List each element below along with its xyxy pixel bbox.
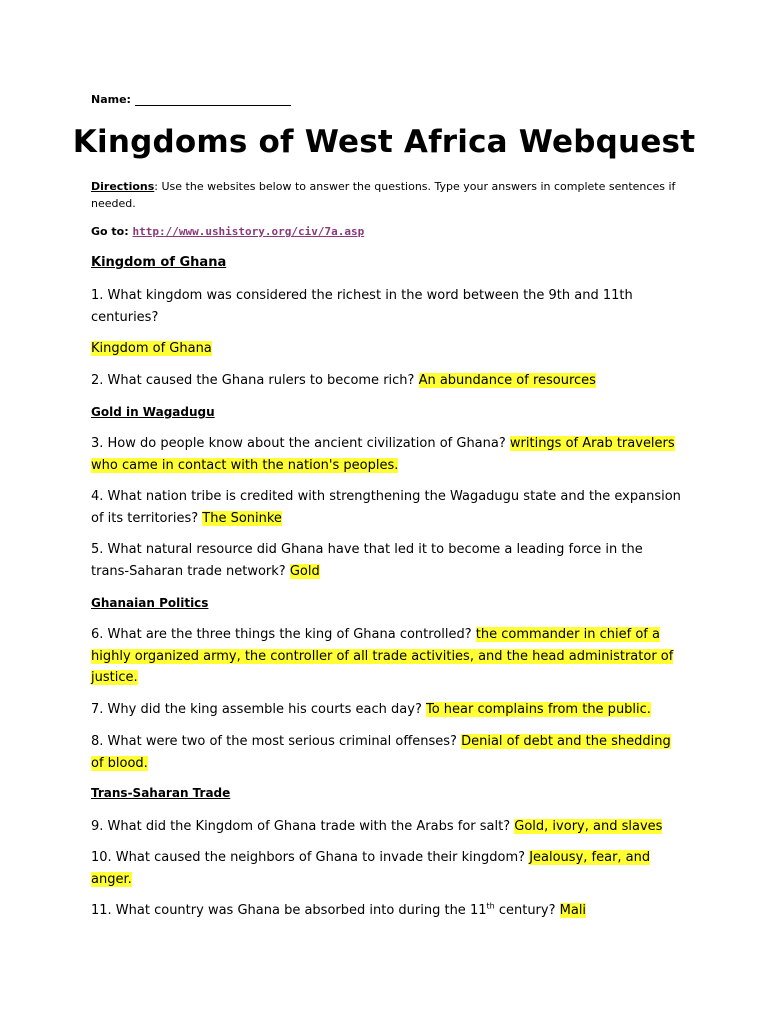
question-4 — [91, 486, 683, 529]
directions-label: Directions — [91, 180, 155, 193]
question-11-text-before: 11. What country was Ghana be absorbed into during the 11 — [91, 903, 487, 918]
question-11 — [91, 900, 683, 922]
question-7-text: 7. Why did the king assemble his courts each day? — [91, 702, 426, 717]
question-3-text: 3. How do people know about the ancient civilization of Ghana? — [91, 436, 510, 451]
question-2-text: 2. What caused the Ghana rulers to become rich? — [91, 373, 419, 388]
question-1 — [91, 285, 683, 328]
answer-7: To hear complains from the public. — [425, 702, 651, 717]
section-heading-gold: Gold in Wagadugu — [91, 405, 215, 419]
answer-3: writings of Arab travelers who came in contact with the nation's peoples. — [91, 436, 675, 473]
question-9-text: 9. What did the Kingdom of Ghana trade with the Arabs for salt? — [91, 819, 515, 834]
question-10 — [91, 847, 683, 890]
question-10-text: 10. What caused the neighbors of Ghana to invade their kingdom? — [91, 850, 530, 865]
section-heading-politics: Ghanaian Politics — [91, 596, 209, 610]
question-4-text: 4. What nation tribe is credited with strengthening the Wagadugu state and the expansion of its territories? — [91, 489, 681, 526]
goto-line — [91, 225, 364, 238]
question-6 — [91, 624, 683, 689]
question-6-text: 6. What are the three things the king of Ghana controlled? — [91, 627, 476, 642]
section-heading-ghana: Kingdom of Ghana — [91, 255, 227, 270]
directions-colon: : — [154, 180, 158, 193]
directions-text: Use the websites below to answer the questions. Type your answers in complete sentences if needed. — [91, 180, 676, 210]
page-title: Kingdoms of West Africa Webquest — [72, 124, 696, 160]
question-11-superscript: th — [486, 901, 495, 911]
answer-9: Gold, ivory, and slaves — [514, 819, 663, 834]
answer-1-row — [91, 338, 683, 360]
question-1-text: 1. What kingdom was considered the richest in the word between the 9th and 11th centuries? — [91, 288, 633, 325]
question-7 — [91, 699, 683, 721]
question-9 — [91, 816, 683, 838]
section-heading-trade: Trans-Saharan Trade — [91, 786, 231, 800]
answer-4: The Soninke — [202, 510, 282, 526]
question-5 — [91, 539, 683, 582]
name-field-row — [91, 93, 291, 106]
answer-1: Kingdom of Ghana — [91, 341, 212, 356]
question-2 — [91, 370, 683, 392]
answer-10: Jealousy, fear, and anger. — [91, 850, 651, 887]
answer-5: Gold — [289, 563, 320, 579]
name-blank-line[interactable] — [135, 93, 291, 106]
answer-8: Denial of debt and the shedding of blood. — [91, 734, 671, 771]
question-11-text-after: century? — [494, 903, 560, 918]
source-link[interactable]: http://www.ushistory.org/civ/7a.asp — [132, 225, 365, 238]
directions — [91, 178, 681, 212]
question-5-text: 5. What natural resource did Ghana have that led it to become a leading force in the trans-Saharan trade network? — [91, 542, 643, 579]
answer-6: the commander in chief of a highly organized army, the controller of all trade activities, and the head administrator of justice. — [91, 627, 674, 685]
goto-label: Go to: — [91, 225, 133, 238]
name-label: Name: — [91, 93, 131, 106]
answer-11: Mali — [559, 903, 587, 918]
question-8-text: 8. What were two of the most serious criminal offenses? — [91, 734, 462, 749]
answer-2: An abundance of resources — [418, 373, 596, 388]
question-8 — [91, 731, 683, 774]
question-3 — [91, 433, 683, 476]
